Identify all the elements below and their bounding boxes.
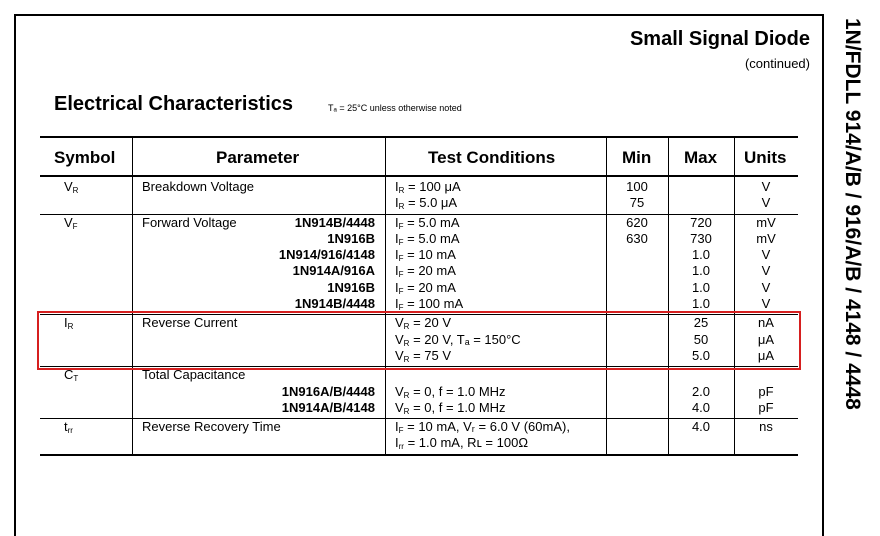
row-test-condition [395,435,528,455]
header-parameter: Parameter [216,148,300,167]
row-unit: pF [758,399,774,415]
text-subscript: R [403,322,410,332]
text-subscript: F [398,254,404,264]
section-title: Electrical Characteristics [54,93,294,115]
row-part-number: 1N914A/916A [292,263,375,279]
text-subscript: R [403,390,410,400]
row-max: 25 [693,315,709,331]
row-min: 630 [626,230,648,246]
row-symbol [64,179,78,199]
text-subscript: R [403,406,410,416]
text-rest: = 5.0 mA [403,230,460,246]
text-base: t [64,419,68,435]
row-symbol [64,419,73,439]
text-base: I [395,296,399,312]
row-part-number: 1N916A/B/4448 [281,383,375,399]
table-header-border [40,175,798,177]
table-header [40,136,798,176]
row-unit: V [761,179,771,194]
row-max: 730 [690,230,712,246]
header-max: Max [684,148,718,167]
text-base: C [64,367,74,383]
row-unit: V [761,195,771,211]
text-base: V [64,214,73,230]
column-divider [385,136,386,455]
table-bottom-border [40,454,798,456]
text-base: I [395,195,399,211]
table-top-border [40,136,798,138]
text-rest: = 0, f = 1.0 MHz [409,383,506,399]
text-base: V [395,315,404,331]
text-base: I [395,179,399,194]
row-unit: ns [759,419,773,435]
row-max: 4.0 [691,399,711,415]
text-base: I [395,214,399,230]
text-rest: = 20 mA [403,263,456,279]
row-part-number: 1N914B/4448 [294,296,375,312]
text-base: V [395,399,404,415]
row-parameter: Reverse Current [142,315,238,331]
row-parameter: Breakdown Voltage [142,179,255,194]
section-condition: Tₐ = 25°C unless otherwise noted [328,103,462,113]
text-rest: = 5.0 mA [403,214,460,230]
row-parameter: Forward Voltage [142,214,237,230]
row-part-number: 1N914A/B/4148 [281,399,375,415]
text-base: V [395,331,404,347]
row-symbol [64,367,78,387]
text-subscript: rr [398,442,404,452]
reverse-current-highlight [37,311,801,370]
table-row [40,367,798,418]
row-symbol [64,215,78,235]
row-unit: V [761,263,771,279]
header-symbol: Symbol [54,148,116,167]
row-unit: μA [757,347,775,363]
column-divider [132,136,133,455]
row-parameter: Total Capacitance [142,367,246,383]
header-test-conditions: Test Conditions [428,148,556,167]
text-rest: = 10 mA, Vᵣ = 6.0 V (60mA), [403,419,570,435]
column-divider [734,136,735,455]
text-subscript: F [398,286,404,296]
text-subscript: F [398,303,404,313]
text-rest: = 10 mA [403,247,456,263]
row-unit: V [761,279,771,295]
text-subscript: F [72,221,78,231]
text-base: I [64,315,68,331]
text-subscript: R [398,202,405,212]
text-base: I [395,435,399,451]
row-max: 2.0 [691,383,711,399]
text-rest: = 20 mA [403,279,456,295]
text-subscript: T [73,374,79,384]
text-base: I [395,419,399,435]
row-min: 100 [626,179,648,194]
row-unit: pF [758,383,774,399]
header-units: Units [744,148,787,167]
row-unit: V [761,296,771,312]
row-min: 620 [626,214,648,230]
text-base: V [395,347,404,363]
text-subscript: F [398,270,404,280]
document-title: Small Signal Diode [629,28,810,50]
text-subscript: R [403,354,410,364]
text-rest: = 20 V, Tₐ = 150°C [409,331,521,347]
row-max: 4.0 [691,419,711,435]
text-base: V [64,179,73,194]
column-divider [606,136,607,455]
text-rest: = 75 V [409,347,452,363]
text-rest: = 1.0 mA, Rʟ = 100Ω [403,435,529,451]
text-subscript: F [398,237,404,247]
row-unit: μA [757,331,775,347]
text-rest: = 100 mA [403,296,464,312]
part-number-text: 1N/FDLL 914/A/B / 916/A/B / 4148 / 4448 [841,18,864,410]
text-base: I [395,230,399,246]
row-max: 1.0 [691,279,711,295]
row-part-number: 1N916B [327,230,375,246]
text-subscript: R [72,186,79,195]
row-parameter: Reverse Recovery Time [142,419,281,435]
text-rest: = 0, f = 1.0 MHz [409,399,506,415]
text-subscript: rr [67,426,73,436]
text-rest: = 20 V [409,315,452,331]
row-max: 1.0 [691,263,711,279]
text-base: V [395,383,404,399]
text-subscript: R [398,186,405,195]
table-row [40,419,798,454]
text-subscript: R [67,322,74,332]
row-part-number: 1N914/916/4148 [278,247,375,263]
text-subscript: R [403,338,410,348]
header-min: Min [622,148,652,167]
text-subscript: F [398,221,404,231]
row-min: 75 [629,195,645,211]
text-base: I [395,247,399,263]
row-max: 50 [693,331,709,347]
column-divider [668,136,669,455]
row-part-number: 1N914B/4448 [294,214,375,230]
row-unit: mV [756,214,776,230]
text-base: I [395,279,399,295]
row-max: 720 [690,214,712,230]
row-max: 1.0 [691,296,711,312]
part-number-sidebar [840,18,870,498]
row-unit: V [761,247,771,263]
table-row [40,179,798,214]
text-rest: = 5.0 μA [404,195,458,211]
document-subtitle: (continued) [744,56,810,71]
row-max: 5.0 [691,347,711,363]
row-test-condition [395,400,506,420]
table-row [40,215,798,315]
text-subscript: F [398,426,404,436]
row-unit: mV [756,230,776,246]
text-rest: = 100 μA [404,179,461,194]
row-unit: nA [758,315,774,331]
row-test-condition [395,195,457,215]
row-max: 1.0 [691,247,711,263]
row-part-number: 1N916B [327,279,375,295]
text-base: I [395,263,399,279]
